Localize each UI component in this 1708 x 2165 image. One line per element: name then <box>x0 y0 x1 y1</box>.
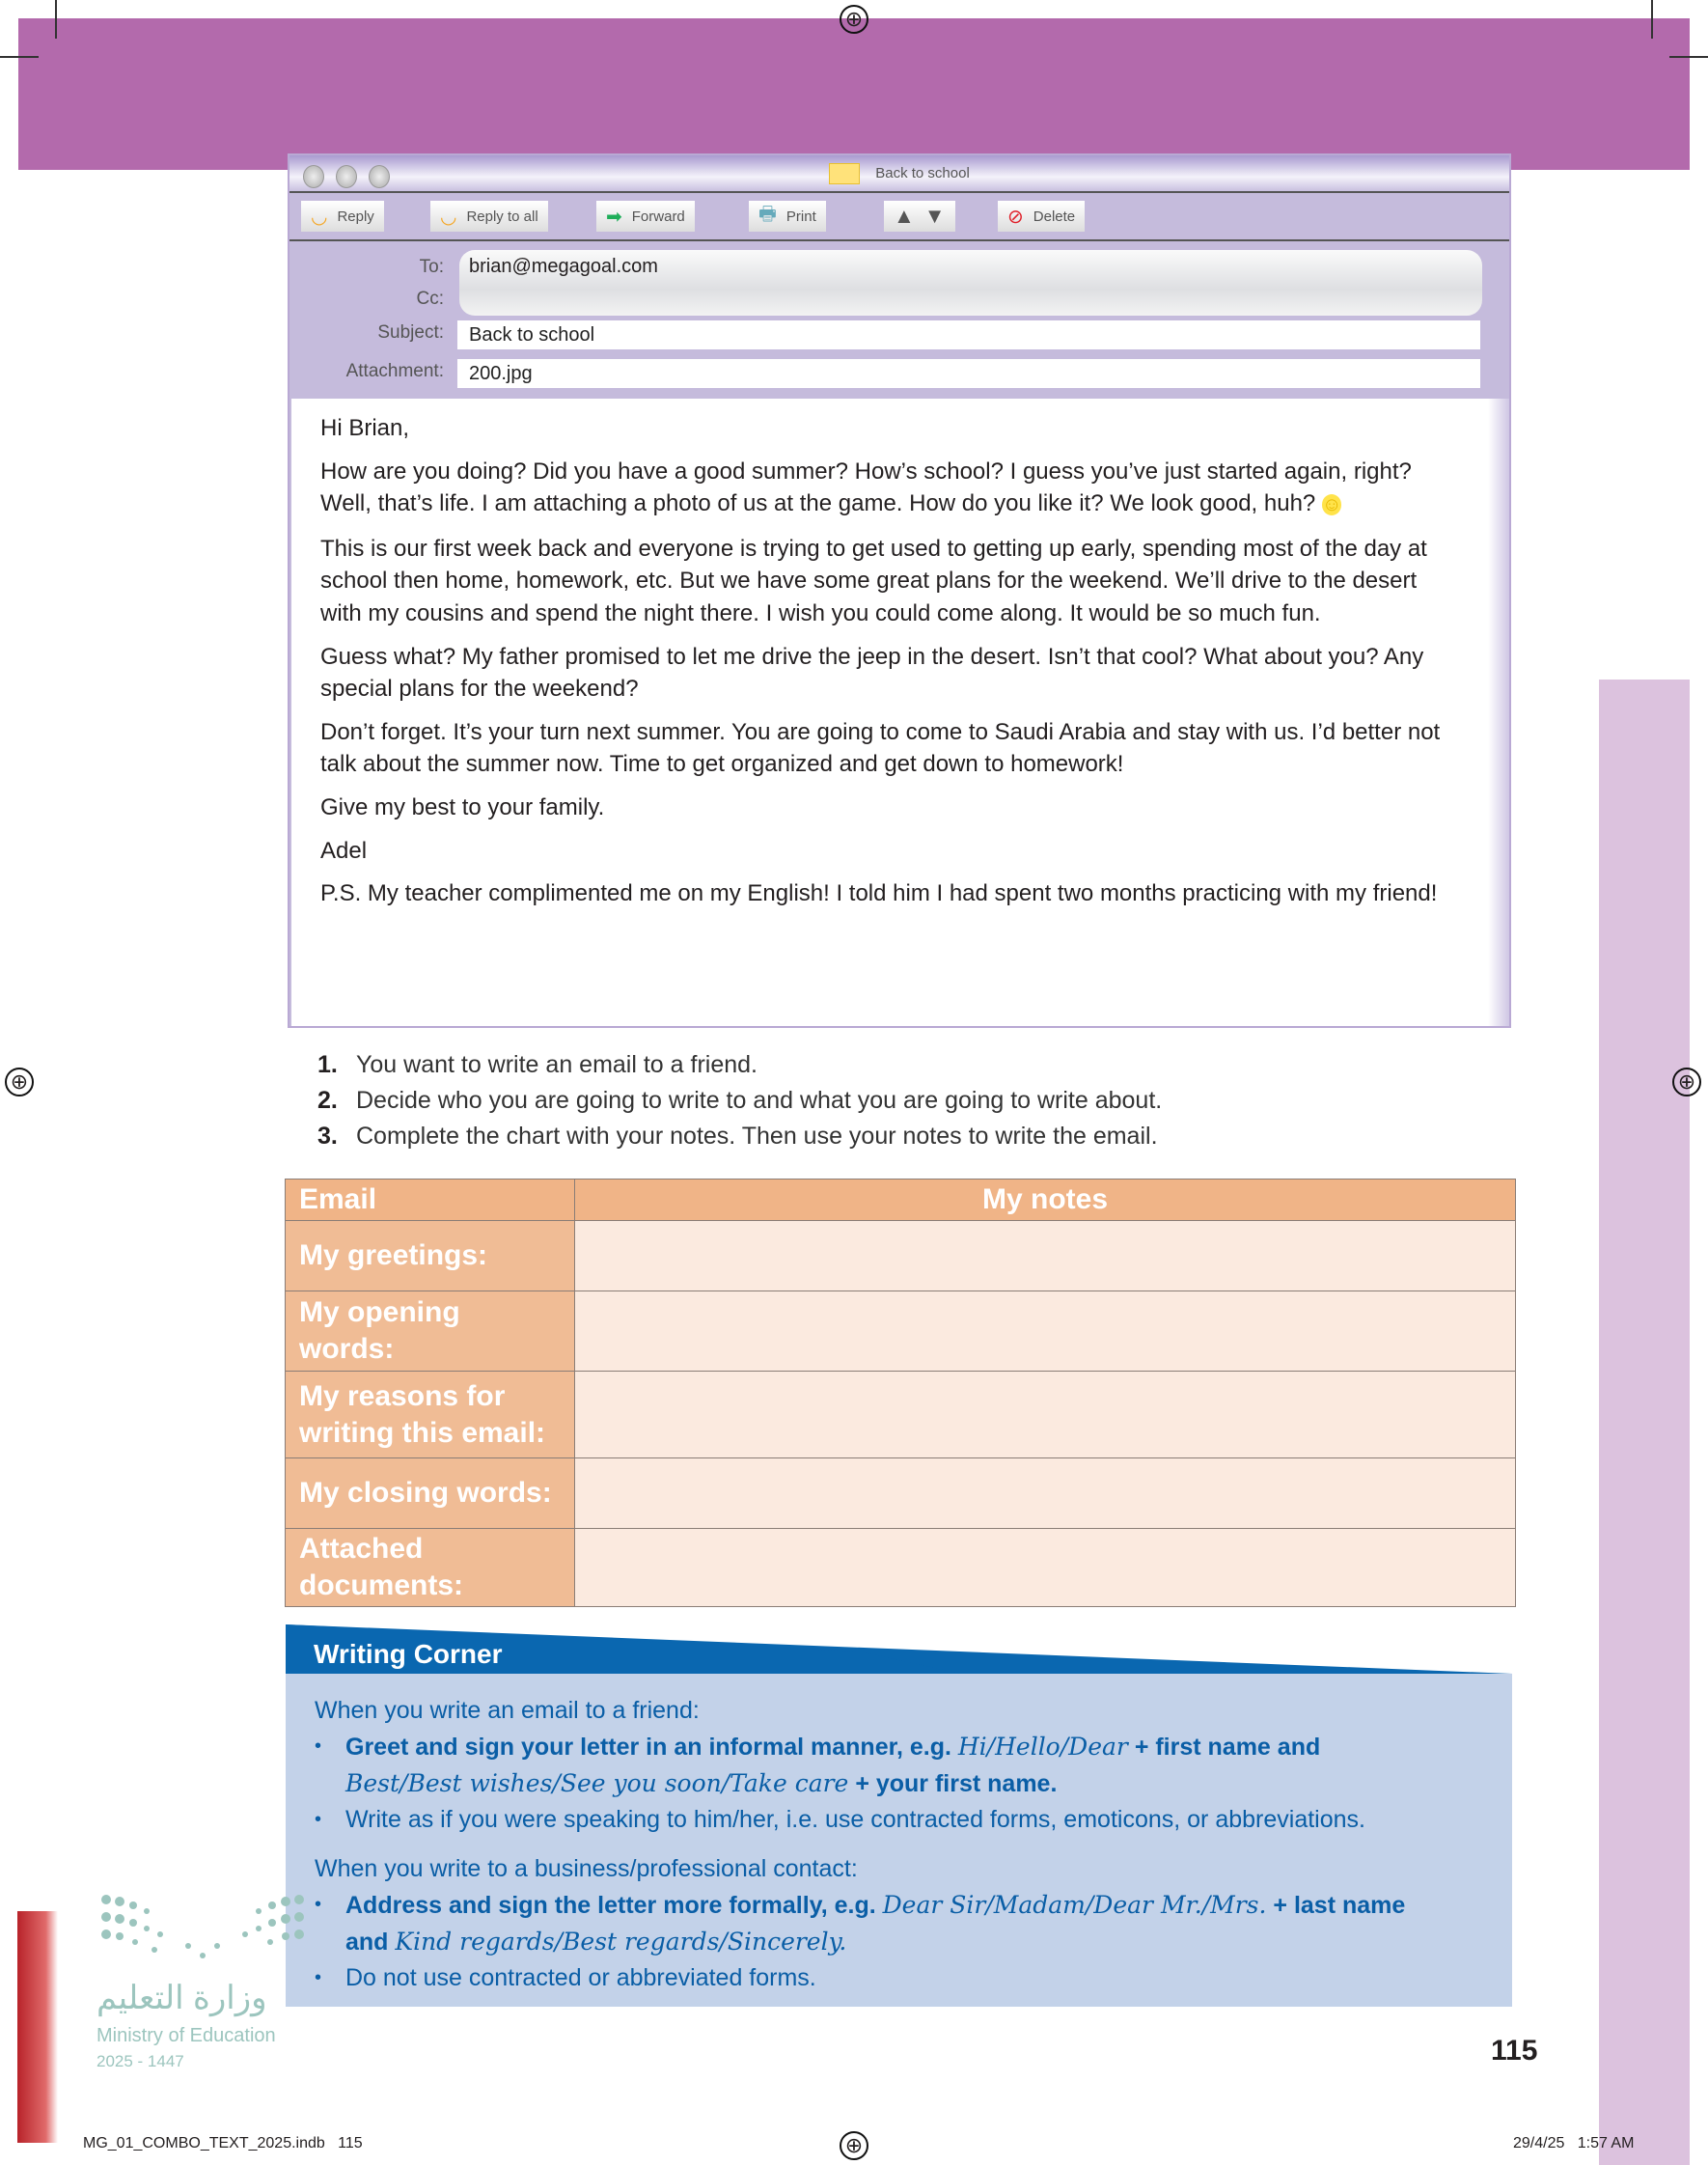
logo-arabic-text: وزارة التعليم <box>96 1980 267 2016</box>
ministry-logo-dots <box>96 1892 309 1979</box>
header-email: Email <box>286 1180 575 1221</box>
email-body[interactable] <box>291 399 1488 1026</box>
logo-english-text: Ministry of Education <box>96 2025 276 2046</box>
toolbar <box>289 191 1509 241</box>
forward-arrow-icon: ➡ <box>606 206 622 228</box>
crop-mark <box>55 0 57 39</box>
reply-button[interactable] <box>301 201 384 232</box>
side-strip <box>1599 680 1690 2165</box>
instruction-item: 2. Decide who you are going to write to and what you are going to write about. <box>317 1087 1163 1114</box>
email-window <box>288 153 1511 1028</box>
email-signature: Adel <box>320 837 368 864</box>
title-bar <box>289 155 1509 191</box>
reply-label: Reply <box>337 208 374 225</box>
instruction-item: 1. You want to write an email to a friend. <box>317 1051 758 1078</box>
recipients-field[interactable] <box>459 250 1482 316</box>
print-label: Print <box>785 208 816 225</box>
email-paragraph: Don’t forget. It’s your turn next summer. You are going to come to Saudi Arabia and stay with us. I’d better not talk about the summer now. Time to get organized and get down to homework! <box>320 718 1441 778</box>
reply-icon: ◡ <box>311 206 328 228</box>
row-label: Attached documents: <box>286 1529 575 1607</box>
attachment-field[interactable]: 200.jpg <box>457 359 1480 388</box>
row-label: My closing words: <box>286 1458 575 1529</box>
to-label: To: <box>419 257 444 277</box>
writing-corner-box <box>286 1674 1512 2007</box>
notes-cell[interactable] <box>575 1372 1516 1458</box>
envelope-icon <box>829 163 860 184</box>
email-paragraph: Guess what? My father promised to let me drive the jeep in the desert. Isn’t that cool? What about you? Any special plans for the weekend? <box>320 643 1424 703</box>
registration-mark-icon: ⊕ <box>1672 1068 1701 1096</box>
email-paragraph: How are you doing? Did you have a good summer? How’s school? I guess you’ve just started again, right? Well, that’s life. I am attaching a photo of us at the game. How do you like it? We look good, huh? ☺ <box>320 458 1412 517</box>
arrow-down-icon[interactable]: ▼ <box>923 204 946 228</box>
notes-cell[interactable] <box>575 1291 1516 1372</box>
registration-mark-icon: ⊕ <box>5 1068 34 1096</box>
registration-mark-icon: ⊕ <box>840 5 868 34</box>
scrollbar[interactable] <box>1488 399 1509 1026</box>
smiley-icon: ☺ <box>1321 494 1342 516</box>
notes-cell[interactable] <box>575 1529 1516 1607</box>
notes-cell[interactable] <box>575 1221 1516 1291</box>
reply-all-icon: ◡ <box>440 206 457 228</box>
writing-corner-title: Writing Corner <box>314 1639 503 1669</box>
reply-all-button[interactable] <box>430 201 548 232</box>
printer-icon: 🖶 <box>758 204 777 225</box>
cc-label: Cc: <box>416 289 444 309</box>
registration-mark-icon: ⊕ <box>840 2131 868 2160</box>
attachment-label: Attachment: <box>345 361 444 381</box>
footer-date: 29/4/25 1:57 AM <box>1513 2135 1635 2151</box>
instruction-item: 3. Complete the chart with your notes. Then use your notes to write the email. <box>317 1123 1158 1150</box>
crop-mark <box>1651 0 1653 39</box>
reply-all-label: Reply to all <box>466 208 538 225</box>
arrow-up-icon[interactable]: ▲ <box>894 204 915 228</box>
row-label: My reasons for writing this email: <box>286 1372 575 1458</box>
professional-intro: When you write to a business/professional contact: <box>315 1855 858 1882</box>
delete-icon: ⊘ <box>1007 206 1024 228</box>
notes-chart <box>285 1179 1516 1607</box>
to-input[interactable]: brian@megagoal.com <box>469 256 658 277</box>
email-paragraph: Hi Brian, <box>320 415 410 441</box>
logo-year: 2025 - 1447 <box>96 2052 184 2070</box>
crop-mark <box>1669 56 1708 58</box>
tip-item: • Address and sign the letter more formally, e.g. Dear Sir/Madam/Dear Mr./Mrs. + last name and Kind regards/Best regards/Sincerely. <box>315 1887 1483 1960</box>
instructions-list <box>317 1047 1162 1154</box>
subject-label: Subject: <box>377 322 444 343</box>
edge-image <box>17 1911 58 2143</box>
row-label: My opening words: <box>286 1291 575 1372</box>
notes-cell[interactable] <box>575 1458 1516 1529</box>
window-title: Back to school <box>875 164 970 181</box>
email-paragraph: Give my best to your family. <box>320 793 605 820</box>
print-button[interactable] <box>749 201 826 232</box>
tip-item: • Write as if you were speaking to him/her, i.e. use contracted forms, emoticons, or abbreviations. <box>315 1802 1483 1838</box>
row-label: My greetings: <box>286 1221 575 1291</box>
header-my-notes: My notes <box>575 1180 1516 1221</box>
subject-input[interactable]: Back to school <box>457 320 1480 349</box>
delete-button[interactable] <box>998 201 1085 232</box>
tip-item: • Do not use contracted or abbreviated forms. <box>315 1960 1483 1996</box>
footer-file: MG_01_COMBO_TEXT_2025.indb 115 <box>83 2135 363 2151</box>
page-number: 115 <box>1491 2035 1538 2067</box>
navigate-buttons[interactable] <box>884 201 955 232</box>
delete-label: Delete <box>1033 208 1076 225</box>
tip-item: • Greet and sign your letter in an informal manner, e.g. Hi/Hello/Dear + first name and Best/Best wishes/See you soon/Take care + your first name. <box>315 1729 1483 1802</box>
crop-mark <box>0 56 39 58</box>
forward-button[interactable] <box>596 201 695 232</box>
header-band <box>18 18 1690 170</box>
email-postscript: P.S. My teacher complimented me on my English! I told him I had spent two months practicing with my friend! <box>320 880 1438 907</box>
friend-intro: When you write an email to a friend: <box>315 1697 700 1724</box>
forward-label: Forward <box>631 208 685 225</box>
email-paragraph: This is our first week back and everyone is trying to get used to getting up early, spending most of the day at school then home, homework, etc. But we have some great plans for the weekend. We’ll drive to the desert with my cousins and spend the night there. I wish you could come along. It would be so much fun. <box>320 535 1427 626</box>
